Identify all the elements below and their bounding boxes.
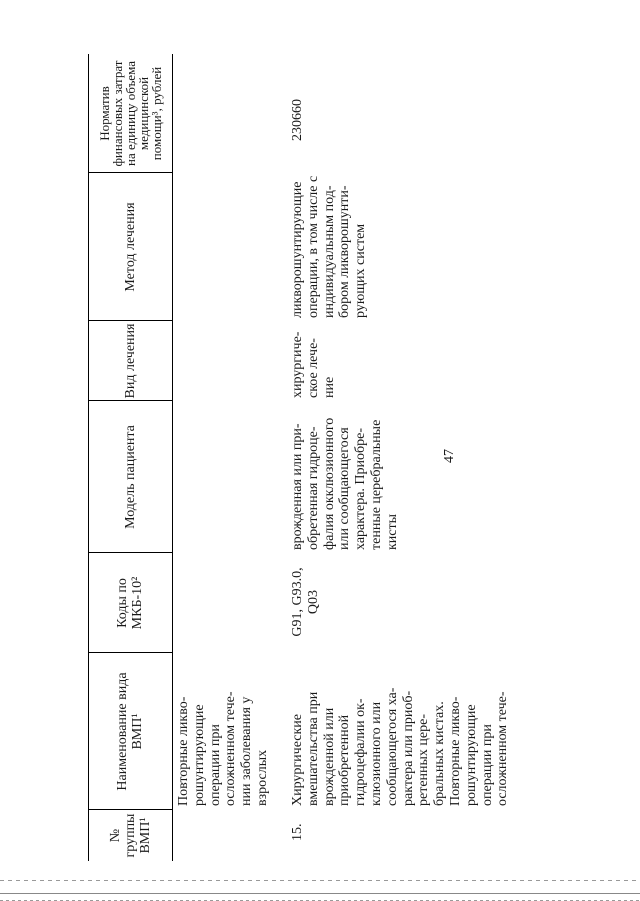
row2-codes: G91, G93.0, Q03 <box>290 567 321 637</box>
row1-name: Повторные ликво- рошунтирующие операции при осложненном тече- нии заболевания у взрослых <box>176 691 270 806</box>
header-codes: Коды по МКБ-10² <box>115 576 145 630</box>
header-treatment-type: Вид лечения <box>122 323 138 399</box>
header-group-no: № группы ВМП¹ <box>107 813 153 858</box>
row2-treatment-type: хирургиче- ское лече- ние <box>290 331 337 398</box>
row2-method: ликворошунтирующие операции, в том числе с индивидуальным под- бором ликворошунти- рующих систем <box>290 175 369 318</box>
header-bottom-border <box>172 54 173 861</box>
row2-model: врожденная или при- обретенная гидроце- фалия окклюзионного или сообщающегося характера. Приобре- тенные церебральные кисты <box>290 417 400 550</box>
header-model: Модель пациента <box>122 425 138 529</box>
header-name: Наименование вида ВМП¹ <box>115 672 145 791</box>
header-norm: Норматив финансовых затрат на единицу объема медицинской помощи³, рублей <box>96 60 164 167</box>
page-number: 47 <box>442 449 457 463</box>
row2-name: Хирургические вмешательства при врожденной или приобретенной гидроцефалии ок- клюзионного или сообщающегося ха- рактера или приоб- ретенных цере- бральных кистах. Повторные ликво- рошунтирующие операции при осложненном тече- <box>290 687 511 806</box>
scan-edge-solid-bottom <box>0 893 640 894</box>
header-method: Метод лечения <box>122 202 138 292</box>
scan-edge-dashed-bottom <box>0 880 640 881</box>
row2-group-no: 15. <box>290 823 305 841</box>
row2-norm: 230660 <box>290 99 305 141</box>
